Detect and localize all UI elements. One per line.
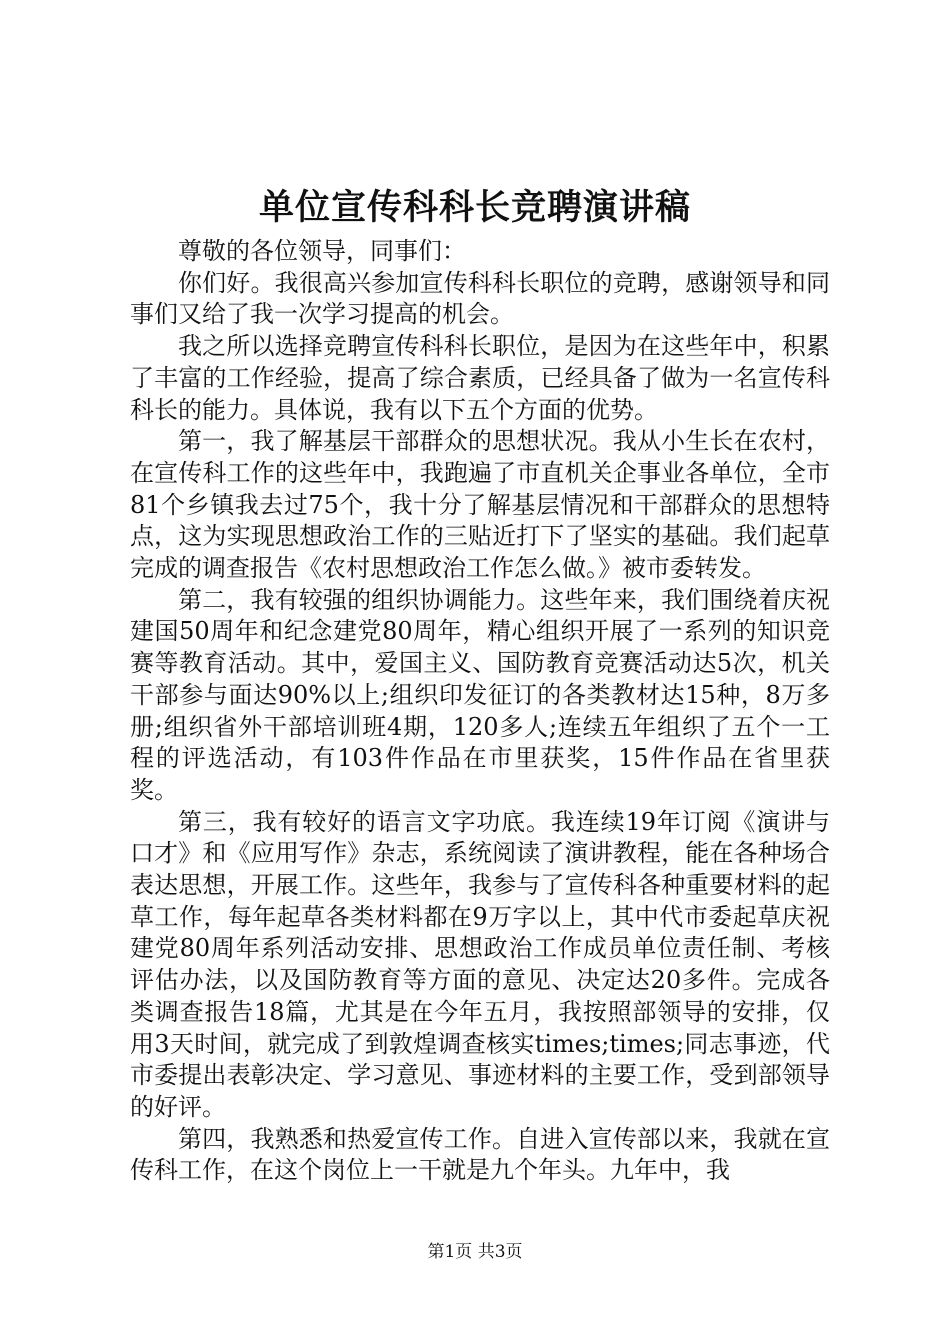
paragraph-advantage-2: 第二，我有较强的组织协调能力。这些年来，我们围绕着庆祝建国50周年和纪念建党80周年，精心组织开展了一系列的知识竞赛等教育活动。其中，爱国主义、国防教育竞赛活动达5次，机关干部参与面达90%以上;组织印发征订的各类教材达15种，8万多册;组织省外干部培训班4期，120多人;连续五年组织了五个一工程的评选活动，有103件作品在市里获奖，15件作品在省里获奖。 [130, 585, 830, 804]
paragraph-advantage-3: 第三，我有较好的语言文字功底。我连续19年订阅《演讲与口才》和《应用写作》杂志，系统阅读了演讲教程，能在各种场合表达思想，开展工作。这些年，我参与了宣传科各种重要材料的起草工作，每年起草各类材料都在9万字以上，其中代市委起草庆祝建党80周年系列活动安排、思想政治工作成员单位责任制、考核评估办法，以及国防教育等方面的意见、决定达20多件。完成各类调查报告18篇，尤其是在今年五月，我按照部领导的安排，仅用3天时间，就完成了到敦煌调查核实times;times;同志事迹，代市委提出表彰决定、学习意见、事迹材料的主要工作，受到部领导的好评。 [130, 807, 830, 1121]
document-body [130, 236, 830, 1187]
document-title: 单位宣传科科长竞聘演讲稿 [258, 187, 691, 228]
paragraph-advantage-1: 第一，我了解基层干部群众的思想状况。我从小生长在农村，在宣传科工作的这些年中，我跑遍了市直机关企事业各单位，全市81个乡镇我去过75个，我十分了解基层情况和干部群众的思想特点，这为实现思想政治工作的三贴近打下了坚实的基础。我们起草完成的调查报告《农村思想政治工作怎么做。》被市委转发。 [130, 427, 830, 583]
paragraph-advantage-4: 第四，我熟悉和热爱宣传工作。自进入宣传部以来，我就在宣传科工作，在这个岗位上一干就是九个年头。九年中，我 [130, 1124, 830, 1185]
paragraph-reason: 我之所以选择竞聘宣传科科长职位，是因为在这些年中，积累了丰富的工作经验，提高了综合素质，已经具备了做为一名宣传科科长的能力。具体说，我有以下五个方面的优势。 [130, 332, 830, 424]
paragraph-greeting: 你们好。我很高兴参加宣传科科长职位的竞聘，感谢领导和同事们又给了我一次学习提高的机会。 [130, 268, 830, 329]
page-footer: 第1页 共3页 [427, 1242, 523, 1262]
salutation: 尊敬的各位领导，同事们： [178, 237, 466, 265]
